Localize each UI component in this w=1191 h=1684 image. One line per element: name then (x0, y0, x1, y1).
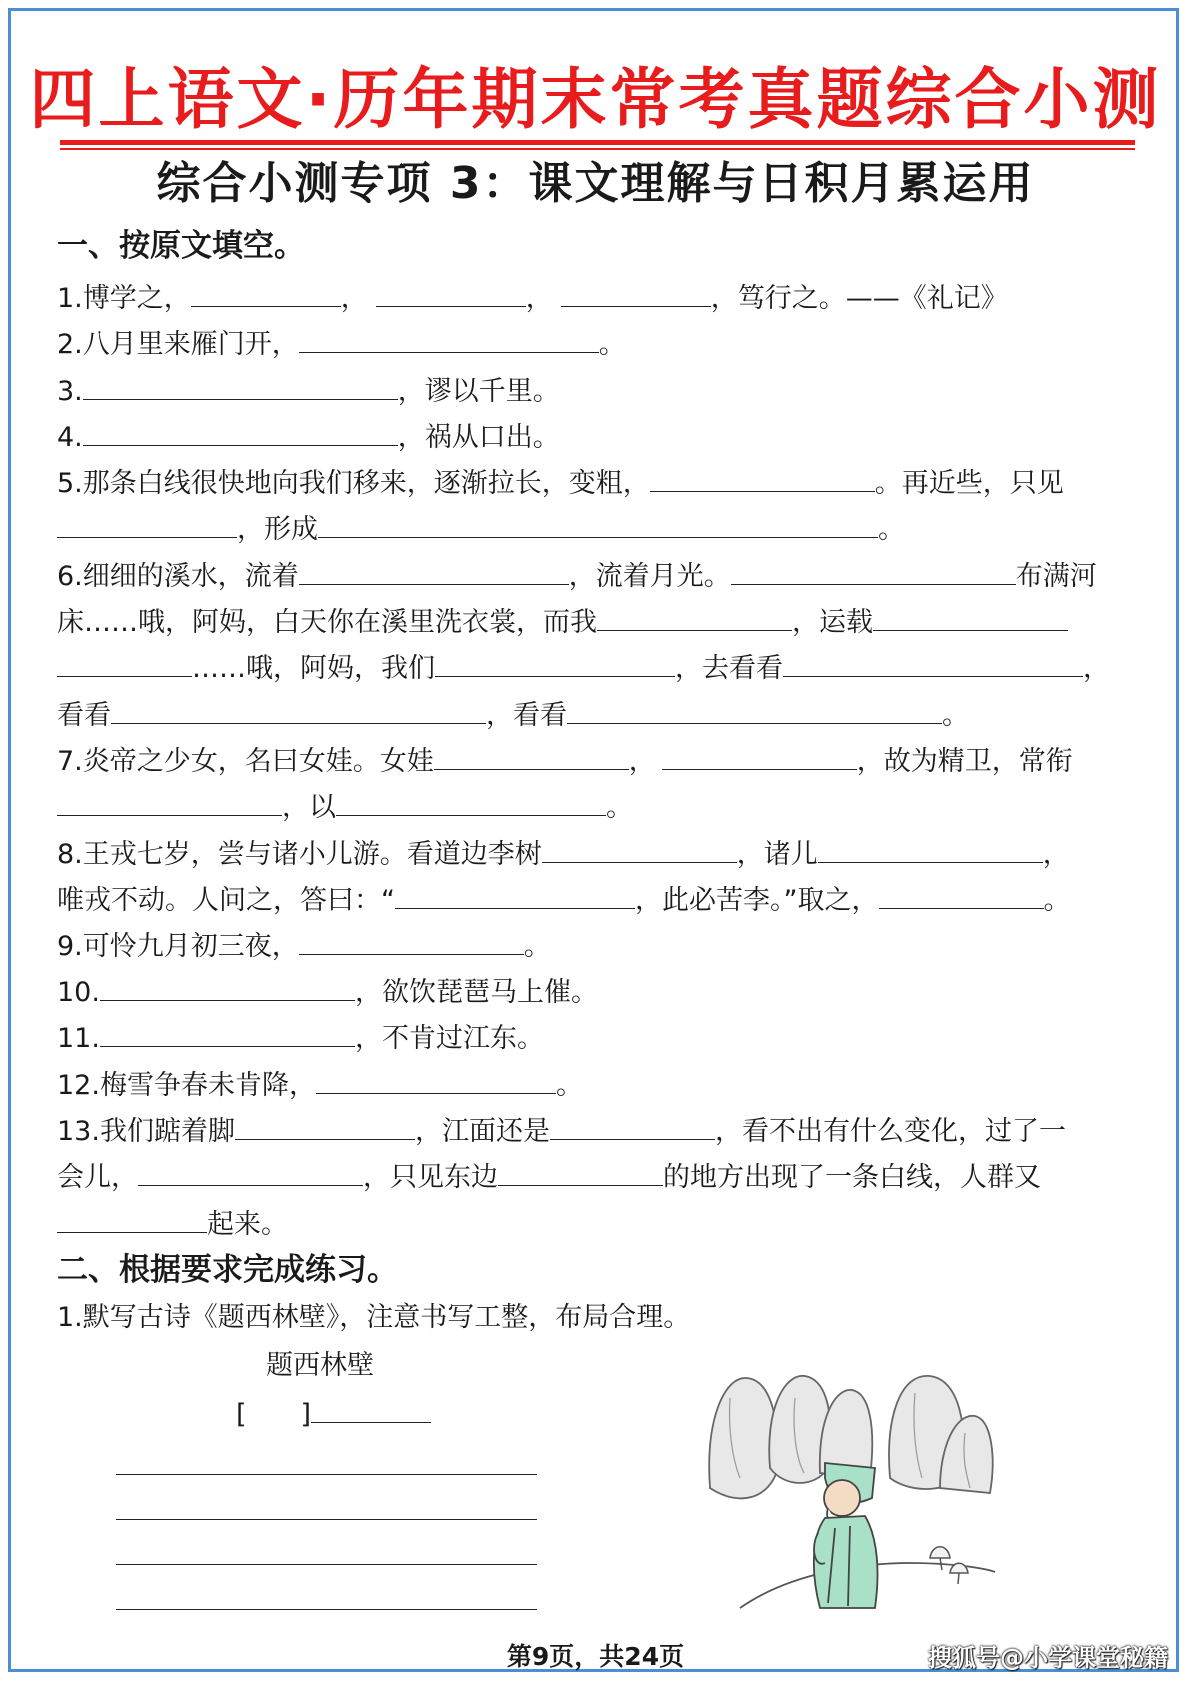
answer-blank[interactable] (138, 1155, 363, 1186)
answer-blank[interactable] (376, 276, 526, 307)
main-title: 四上语文·历年期末常考真题综合小测 (29, 61, 1162, 138)
answer-blank[interactable] (83, 415, 398, 446)
section-2-heading: 二、根据要求完成练习。 (57, 1252, 398, 1288)
question-6-line-3: ……哦，阿妈，我们 ，去看看 ， (57, 646, 1110, 686)
answer-blank[interactable] (650, 461, 875, 492)
page-footer: 第9页，共24页 (506, 1642, 685, 1671)
author-blank[interactable] (311, 1396, 431, 1423)
poem-title: 题西林壁 (266, 1350, 374, 1381)
answer-blank[interactable] (561, 276, 711, 307)
answer-blank[interactable] (111, 693, 486, 724)
answer-blank[interactable] (550, 1109, 715, 1140)
answer-blank[interactable] (100, 970, 355, 1001)
answer-blank[interactable] (879, 878, 1044, 909)
title-underline (60, 140, 1135, 145)
answer-blank[interactable] (299, 924, 524, 955)
question-12: 12.梅雪争春未肯降， 。 (57, 1063, 583, 1103)
question-2: 2.八月里来雁门开， 。 (57, 322, 626, 362)
answer-blank[interactable] (336, 785, 606, 816)
answer-blank[interactable] (498, 1155, 663, 1186)
answer-blank[interactable] (434, 739, 629, 770)
answer-blank[interactable] (57, 507, 237, 538)
answer-blank[interactable] (57, 646, 192, 677)
poem-writing-line[interactable] (116, 1564, 537, 1565)
answer-blank[interactable] (435, 646, 675, 677)
answer-blank[interactable] (299, 322, 599, 353)
answer-blank[interactable] (191, 276, 341, 307)
watermark: 搜狐号@小学课堂秘籍 (928, 1644, 1168, 1672)
poem-writing-line[interactable] (116, 1474, 537, 1475)
answer-blank[interactable] (542, 832, 737, 863)
question-6-line-4: 看看 ，看看 。 (57, 693, 969, 733)
answer-blank[interactable] (316, 1063, 556, 1094)
poem-writing-line[interactable] (116, 1609, 537, 1610)
question-3: 3. ，谬以千里。 (57, 369, 560, 409)
question-7-line-1: 7.炎帝之少女，名曰女娃。女娃 ， ，故为精卫，常衔 (57, 739, 1073, 779)
question-5-line-2: ，形成 。 (57, 507, 905, 547)
answer-blank[interactable] (567, 693, 942, 724)
answer-blank[interactable] (57, 1202, 207, 1233)
question-5-line-1: 5.那条白线很快地向我们移来，逐渐拉长，变粗， 。再近些，只见 (57, 461, 1064, 501)
answer-blank[interactable] (731, 554, 1016, 585)
answer-blank[interactable] (100, 1016, 355, 1047)
question-13-line-1: 13.我们踮着脚 ，江面还是 ，看不出有什么变化，过了一 (57, 1109, 1066, 1149)
question-8-line-2: 唯戎不动。人问之，答曰：“ ，此必苦李。”取之， 。 (57, 878, 1071, 918)
answer-blank[interactable] (597, 600, 792, 631)
poem-writing-line[interactable] (116, 1519, 537, 1520)
answer-blank[interactable] (235, 1109, 415, 1140)
answer-blank[interactable] (783, 646, 1083, 677)
answer-blank[interactable] (318, 507, 878, 538)
question-10: 10. ，欲饮琵琶马上催。 (57, 970, 598, 1010)
answer-blank[interactable] (662, 739, 857, 770)
question-9: 9.可怜九月初三夜， 。 (57, 924, 551, 964)
question-6-line-2: 床……哦，阿妈，白天你在溪里洗衣裳，而我 ，运载 (57, 600, 1068, 640)
scholar-figure (814, 1463, 878, 1608)
question-13-line-2: 会儿， ，只见东边 的地方出现了一条白线，人群又 (57, 1155, 1041, 1195)
poem-author (236, 1396, 431, 1433)
question-7-line-2: ，以 。 (57, 785, 633, 825)
title-underline-thin (60, 148, 1135, 150)
question-8-line-1: 8.王戎七岁，尝与诸小儿游。看道边李树 ，诸儿 ， (57, 832, 1070, 872)
answer-blank[interactable] (83, 369, 398, 400)
question-4: 4. ，祸从口出。 (57, 415, 560, 455)
answer-blank[interactable] (57, 785, 282, 816)
subtitle: 综合小测专项 3：课文理解与日积月累运用 (156, 158, 1035, 209)
section-1-heading: 一、按原文填空。 (57, 228, 305, 264)
author-bracket: [ ] (236, 1399, 312, 1430)
question-6-line-1: 6.细细的溪水，流着 ，流着月光。 布满河 (57, 554, 1097, 594)
question-11: 11. ，不肯过江东。 (57, 1016, 544, 1056)
question-13-line-3: 起来。 (57, 1202, 288, 1242)
answer-blank[interactable] (395, 878, 635, 909)
answer-blank[interactable] (818, 832, 1043, 863)
question-1: 1.博学之， ， ， ，笃行之。——《礼记》 (57, 276, 1008, 316)
answer-blank[interactable] (299, 554, 569, 585)
answer-blank[interactable] (873, 600, 1068, 631)
scholar-mountain-illustration (700, 1358, 1000, 1623)
section-2-instruction: 1.默写古诗《题西林壁》，注意书写工整，布局合理。 (57, 1302, 691, 1333)
